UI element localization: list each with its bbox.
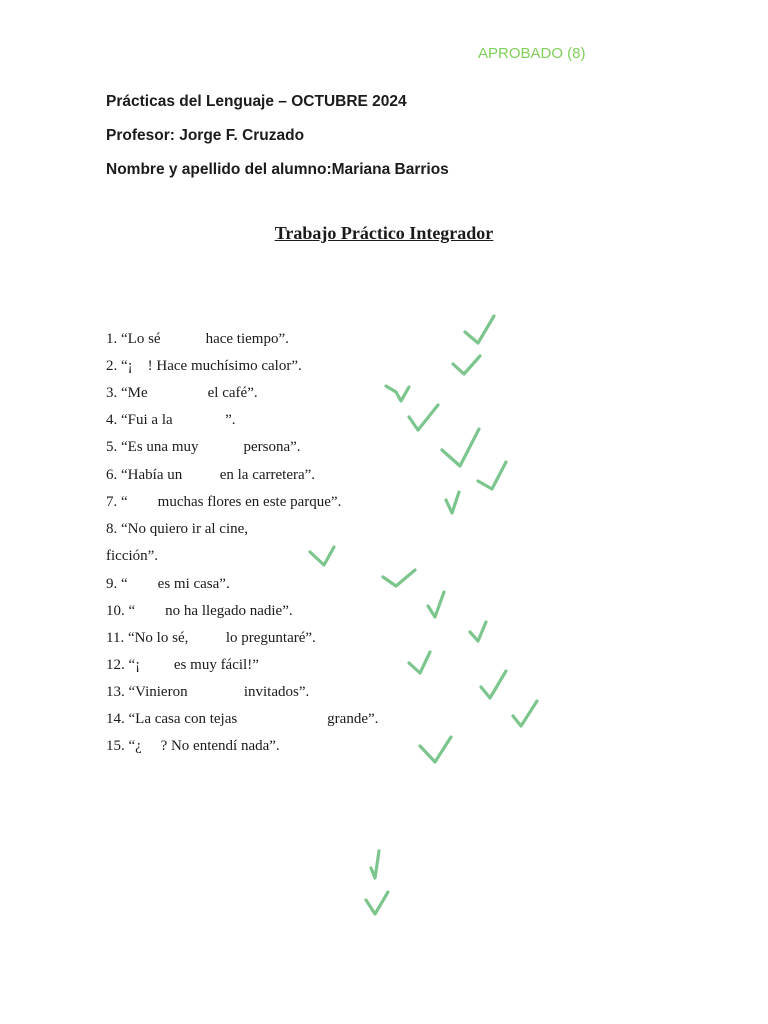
checkmark-icon [470, 622, 486, 641]
checkmark-icon [442, 429, 479, 466]
checkmark-icon [453, 356, 480, 374]
exercise-item-9: 9. “ es mi casa”. [106, 576, 230, 592]
exercise-item-14: 14. “La casa con tejas grande”. [106, 711, 379, 727]
checkmark-icon [409, 652, 430, 673]
exercise-item-2: 2. “¡ ! Hace muchísimo calor”. [106, 358, 302, 374]
exercise-item-10: 10. “ no ha llegado nadie”. [106, 603, 293, 619]
exercise-item-5: 5. “Es una muy persona”. [106, 439, 301, 455]
exercise-item-15: 15. “¿ ? No entendí nada”. [106, 738, 280, 754]
student-line: Nombre y apellido del alumno:Mariana Barrios [106, 161, 449, 178]
checkmark-icon [513, 701, 537, 726]
exercise-item-8: 8. “No quiero ir al cine, [106, 521, 249, 537]
checkmark-icon [409, 405, 438, 430]
checkmark-icon [428, 592, 444, 617]
exercise-item-12: 12. “¡ es muy fácil!” [106, 657, 259, 673]
teacher-line: Profesor: Jorge F. Cruzado [106, 127, 305, 144]
checkmark-icon [310, 547, 334, 565]
exercise-item-1: 1. “Lo sé hace tiempo”. [106, 331, 289, 347]
exercise-item-11: 11. “No lo sé, lo preguntaré”. [106, 630, 316, 646]
checkmark-icon [465, 316, 494, 343]
grade-label: APROBADO (8) [478, 45, 586, 62]
checkmark-icon [420, 737, 451, 762]
subject-line: Prácticas del Lenguaje – OCTUBRE 2024 [106, 93, 407, 110]
checkmark-icon [383, 570, 415, 586]
checkmark-icon [371, 851, 379, 878]
exercise-item-3: 3. “Me el café”. [106, 385, 258, 401]
checkmark-icon [366, 892, 388, 914]
checkmark-icon [446, 492, 459, 513]
exercise-item-13: 13. “Vinieron invitados”. [106, 684, 310, 700]
checkmark-icon [386, 386, 409, 401]
exercise-item-6: 6. “Había un en la carretera”. [106, 467, 316, 483]
exercise-item-7: 7. “ muchas flores en este parque”. [106, 494, 342, 510]
checkmark-icon [478, 462, 506, 489]
exercise-item-4: 4. “Fui a la ”. [106, 412, 236, 428]
checkmark-icon [481, 671, 506, 698]
document-title: Trabajo Práctico Integrador [274, 223, 494, 243]
exercise-item-8-continued: ficción”. [106, 548, 159, 564]
